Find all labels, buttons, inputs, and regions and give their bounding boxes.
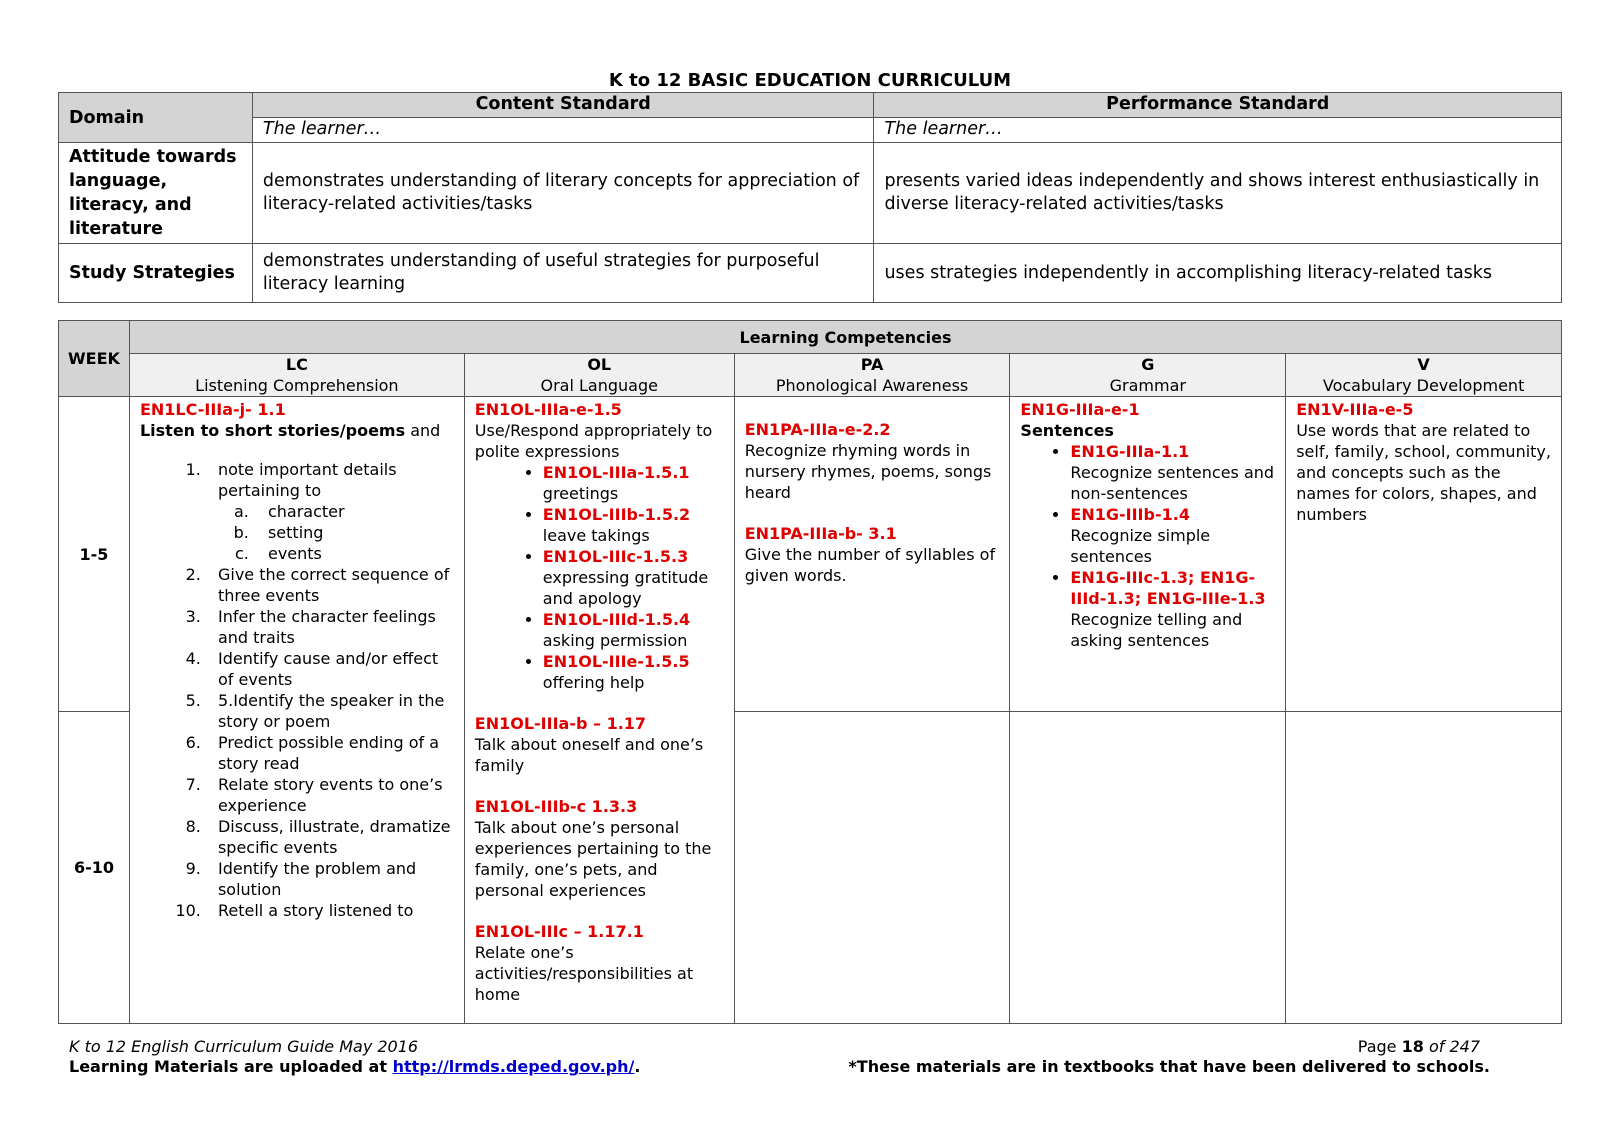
list-item: • EN1OL-IIIb-1.5.2 leave takings: [543, 504, 724, 546]
materials-footer: Learning Materials are uploaded at http://lrmds.deped.gov.ph/.: [69, 1057, 641, 1076]
v-code: EN1V-IIIa-e-5: [1296, 400, 1414, 419]
list-item: 1. note important details pertaining to a. character b. setting c. events: [206, 459, 454, 564]
ol-cell: [464, 397, 734, 1024]
column-header-pa: PA Phonological Awareness: [734, 354, 1010, 397]
document-title: K to 12 BASIC EDUCATION CURRICULUM: [608, 70, 1012, 91]
standards-table: [58, 92, 1562, 303]
performance-standard-header: Performance Standard: [874, 93, 1562, 118]
list-item: b. setting: [254, 522, 454, 543]
materials-note: *These materials are in textbooks that have been delivered to schools.: [848, 1057, 1490, 1076]
ol-text-4: Relate one’s activities/responsibilities at home: [474, 943, 694, 1004]
week-header: WEEK: [59, 321, 130, 397]
list-item: 3. Infer the character feelings and traits: [206, 606, 454, 648]
lrmds-link[interactable]: http://lrmds.deped.gov.ph/: [392, 1057, 635, 1076]
pa-code-2: EN1PA-IIIa-b- 3.1: [744, 524, 897, 543]
g-cell-empty: [1010, 712, 1286, 1024]
domain-study-strategies: Study Strategies: [59, 244, 253, 303]
list-item: 9. Identify the problem and solution: [206, 858, 454, 900]
pa-text-2: Give the number of syllables of given words.: [744, 545, 996, 585]
page-number: Page 18 of 247: [1357, 1037, 1480, 1056]
domain-attitude: Attitude towards language, literacy, and literature: [59, 143, 253, 244]
list-item: 6. Predict possible ending of a story read: [206, 732, 454, 774]
column-header-v: V Vocabulary Development: [1286, 354, 1562, 397]
v-cell: [1286, 397, 1562, 712]
list-item: 10. Retell a story listened to: [206, 900, 454, 921]
content-standard-attitude: demonstrates understanding of literary concepts for appreciation of literacy-related activities/tasks: [252, 143, 874, 244]
list-item: • EN1OL-IIIc-1.5.3 expressing gratitude and apology: [543, 546, 724, 609]
column-header-lc: LC Listening Comprehension: [129, 354, 464, 397]
list-item: • EN1G-IIIb-1.4 Recognize simple sentences: [1070, 504, 1275, 567]
g-title: Sentences: [1020, 421, 1114, 440]
list-item: • EN1OL-IIIe-1.5.5 offering help: [543, 651, 724, 693]
lc-code: EN1LC-IIIa-j- 1.1: [139, 400, 286, 419]
list-item: 2. Give the correct sequence of three events: [206, 564, 454, 606]
lc-items: [140, 459, 454, 921]
guide-footer: K to 12 English Curriculum Guide May 2016: [69, 1037, 419, 1056]
list-item: • EN1OL-IIIa-1.5.1 greetings: [543, 462, 724, 504]
content-standard-header: Content Standard: [252, 93, 874, 118]
list-item: 5. 5.Identify the speaker in the story or poem: [206, 690, 454, 732]
list-item: 8. Discuss, illustrate, dramatize specific events: [206, 816, 454, 858]
pa-code-1: EN1PA-IIIa-e-2.2: [744, 420, 891, 439]
ol-text-3: Talk about one’s personal experiences pertaining to the family, one’s pets, and personal experiences: [474, 818, 712, 900]
column-header-g: G Grammar: [1010, 354, 1286, 397]
ol-bullets: [475, 462, 724, 693]
lc-lead: Listen to short stories/poems and: [139, 421, 441, 440]
ol-text-1: Use/Respond appropriately to polite expressions: [474, 421, 713, 461]
g-code: EN1G-IIIa-e-1: [1020, 400, 1140, 419]
domain-header: Domain: [59, 93, 253, 143]
list-item: • EN1G-IIIc-1.3; EN1G-IIId-1.3; EN1G-IIIe-1.3 Recognize telling and asking sentences: [1070, 567, 1275, 651]
v-text: Use words that are related to self, family, school, community, and concepts such as the names for colors, shapes, and numbers: [1296, 421, 1551, 524]
learner-performance: The learner…: [874, 118, 1562, 143]
pa-cell: [734, 397, 1010, 712]
ol-text-2: Talk about oneself and one’s family: [474, 735, 704, 775]
ol-code-4: EN1OL-IIIc – 1.17.1: [474, 922, 644, 941]
pa-text-1: Recognize rhyming words in nursery rhymes, poems, songs heard: [744, 441, 992, 502]
list-item: c. events: [254, 543, 454, 564]
g-bullets: [1020, 441, 1275, 651]
column-header-ol: OL Oral Language: [464, 354, 734, 397]
pa-cell-empty: [734, 712, 1010, 1024]
learning-competencies-header: Learning Competencies: [129, 321, 1561, 354]
ol-code-2: EN1OL-IIIa-b – 1.17: [474, 714, 647, 733]
list-item: 7. Relate story events to one’s experience: [206, 774, 454, 816]
ol-code-1: EN1OL-IIIa-e-1.5: [474, 400, 622, 419]
competencies-table: [58, 320, 1562, 1024]
content-standard-study: demonstrates understanding of useful strategies for purposeful literacy learning: [252, 244, 874, 303]
learner-content: The learner…: [252, 118, 874, 143]
v-cell-empty: [1286, 712, 1562, 1024]
ol-code-3: EN1OL-IIIb-c 1.3.3: [474, 797, 638, 816]
list-item: • EN1OL-IIId-1.5.4 asking permission: [543, 609, 724, 651]
performance-standard-study: uses strategies independently in accomplishing literacy-related tasks: [874, 244, 1562, 303]
week-6-10: 6-10: [59, 712, 130, 1024]
list-item: • EN1G-IIIa-1.1 Recognize sentences and non-sentences: [1070, 441, 1275, 504]
performance-standard-attitude: presents varied ideas independently and shows interest enthusiastically in diverse literacy-related activities/tasks: [874, 143, 1562, 244]
g-cell: [1010, 397, 1286, 712]
list-item: 4. Identify cause and/or effect of events: [206, 648, 454, 690]
week-1-5: 1-5: [59, 397, 130, 712]
lc-cell: [129, 397, 464, 1024]
list-item: a. character: [254, 501, 454, 522]
